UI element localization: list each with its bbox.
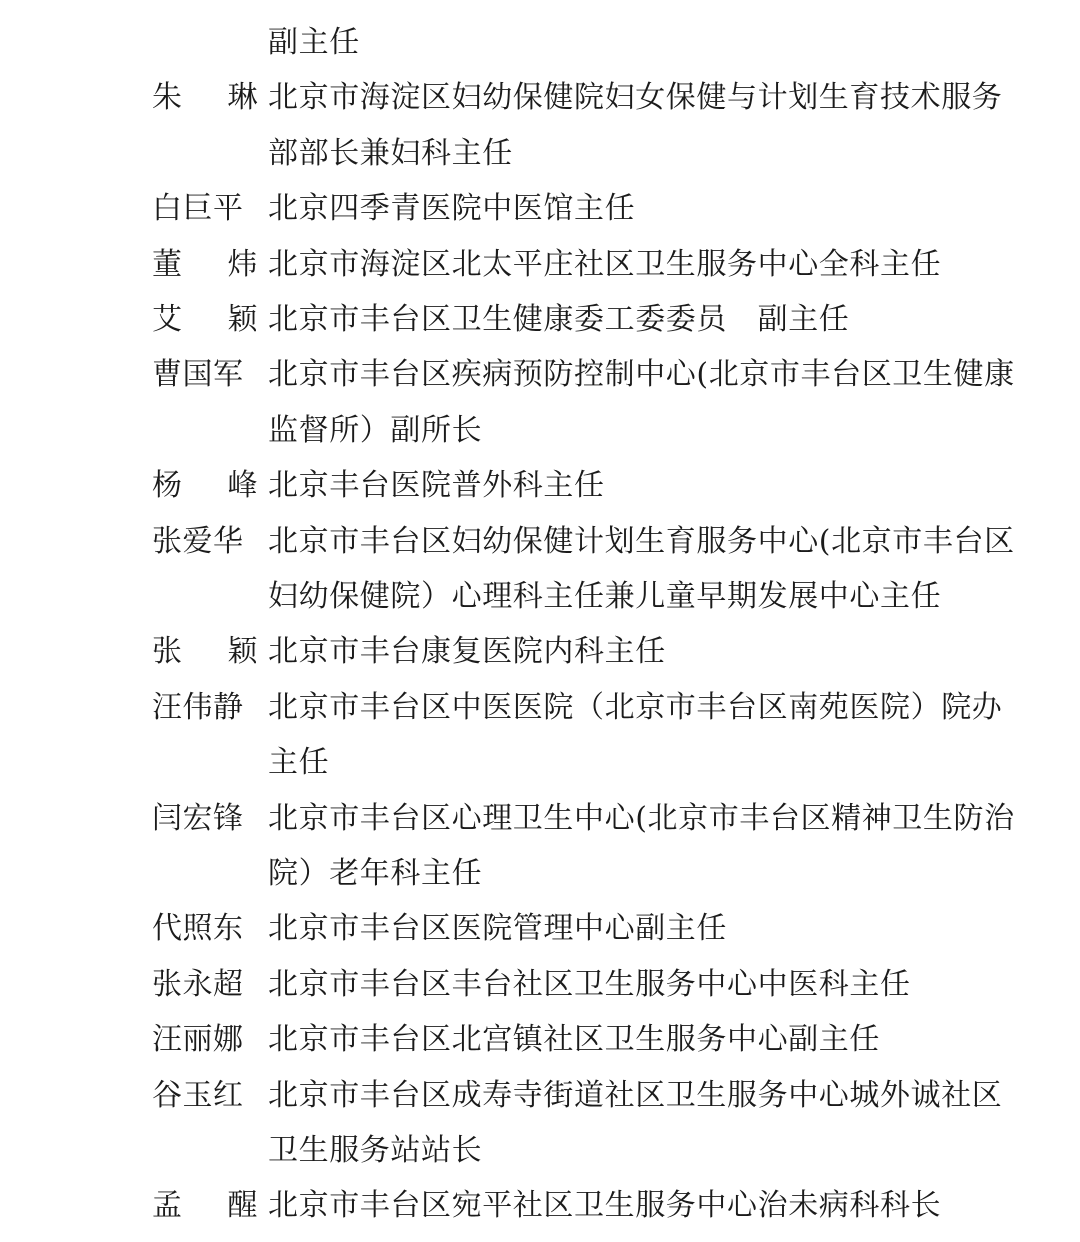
entry-title: 北京市丰台区中医医院（北京市丰台区南苑医院）院办 — [268, 689, 1003, 725]
entry-title-continuation: 部部长兼妇科主任 — [268, 135, 513, 171]
entry-title: 北京市丰台区卫生健康委工委委员 副主任 — [268, 302, 850, 337]
entry-name — [152, 79, 258, 117]
roster-line — [0, 1132, 1080, 1187]
name-char: 颖 — [227, 302, 258, 337]
entry-title: 北京市丰台康复医院内科主任 — [268, 634, 666, 670]
roster-line — [0, 1187, 1080, 1242]
entry-title: 北京市丰台区丰台社区卫生服务中心中医科主任 — [268, 966, 911, 1002]
entry-title: 北京市海淀区北太平庄社区卫生服务中心全科主任 — [268, 246, 942, 282]
entry-title: 北京市丰台区宛平社区卫生服务中心治未病科科长 — [268, 1188, 942, 1224]
roster-line — [0, 523, 1080, 578]
name-char: 颖 — [227, 634, 258, 670]
roster-line — [0, 855, 1080, 910]
entry-title-continuation: 院）老年科主任 — [268, 856, 483, 891]
name-char: 炜 — [227, 246, 258, 282]
entry-title: 副主任 — [268, 25, 360, 60]
roster-line — [0, 135, 1080, 190]
entry-title: 北京市丰台区心理卫生中心(北京市丰台区精神卫生防治 — [268, 800, 1015, 836]
entry-name: 代照东 — [152, 911, 244, 947]
name-char: 艾 — [152, 302, 183, 337]
roster-line — [0, 800, 1080, 855]
entry-name: 曹国军 — [152, 357, 244, 393]
entry-name: 汪丽娜 — [152, 1022, 244, 1058]
name-char: 朱 — [152, 80, 183, 116]
entry-title-continuation: 妇幼保健院）心理科主任兼儿童早期发展中心主任 — [268, 579, 942, 614]
roster-line — [0, 412, 1080, 467]
name-char: 峰 — [227, 468, 258, 504]
roster-line — [0, 24, 1080, 79]
name-char: 张 — [152, 634, 183, 670]
roster-line — [0, 246, 1080, 301]
entry-name — [152, 467, 258, 505]
roster-line — [0, 1077, 1080, 1132]
roster-line — [0, 578, 1080, 633]
roster-line — [0, 966, 1080, 1021]
roster-line — [0, 190, 1080, 245]
entry-name: 闫宏锋 — [152, 800, 244, 836]
entry-name — [152, 1187, 258, 1225]
roster-line — [0, 910, 1080, 965]
roster-line — [0, 301, 1080, 356]
roster-line — [0, 467, 1080, 522]
entry-name — [152, 246, 258, 284]
roster-line — [0, 356, 1080, 411]
entry-title-continuation: 监督所）副所长 — [268, 412, 483, 448]
entry-name: 张爱华 — [152, 523, 244, 559]
entry-title-continuation: 卫生服务站站长 — [268, 1133, 483, 1168]
roster-line — [0, 689, 1080, 744]
entry-name: 谷玉红 — [152, 1077, 244, 1113]
entry-title: 北京四季青医院中医馆主任 — [268, 191, 636, 227]
entry-title: 北京市海淀区妇幼保健院妇女保健与计划生育技术服务 — [268, 80, 1003, 116]
entry-name — [152, 633, 258, 671]
entry-title: 北京市丰台区疾病预防控制中心(北京市丰台区卫生健康 — [268, 357, 1015, 393]
entry-title: 北京市丰台区妇幼保健计划生育服务中心(北京市丰台区 — [268, 523, 1015, 559]
entry-title-continuation: 主任 — [268, 745, 330, 781]
entry-title: 北京市丰台区北宫镇社区卫生服务中心副主任 — [268, 1022, 880, 1058]
name-char: 董 — [152, 246, 183, 282]
entry-name: 汪伟静 — [152, 689, 244, 725]
roster-line — [0, 744, 1080, 799]
roster-line — [0, 79, 1080, 134]
name-char: 杨 — [152, 468, 183, 504]
entry-title: 北京市丰台区医院管理中心副主任 — [268, 911, 727, 947]
entry-name — [152, 301, 258, 339]
entry-title: 北京市丰台区成寿寺街道社区卫生服务中心城外诚社区 — [268, 1077, 1003, 1113]
name-char: 醒 — [227, 1188, 258, 1224]
entry-name: 白巨平 — [152, 191, 244, 227]
name-char: 琳 — [227, 80, 258, 116]
entry-title: 北京丰台医院普外科主任 — [268, 468, 605, 504]
name-char: 孟 — [152, 1188, 183, 1224]
roster-line — [0, 633, 1080, 688]
entry-name: 张永超 — [152, 966, 244, 1002]
roster-line — [0, 1021, 1080, 1076]
